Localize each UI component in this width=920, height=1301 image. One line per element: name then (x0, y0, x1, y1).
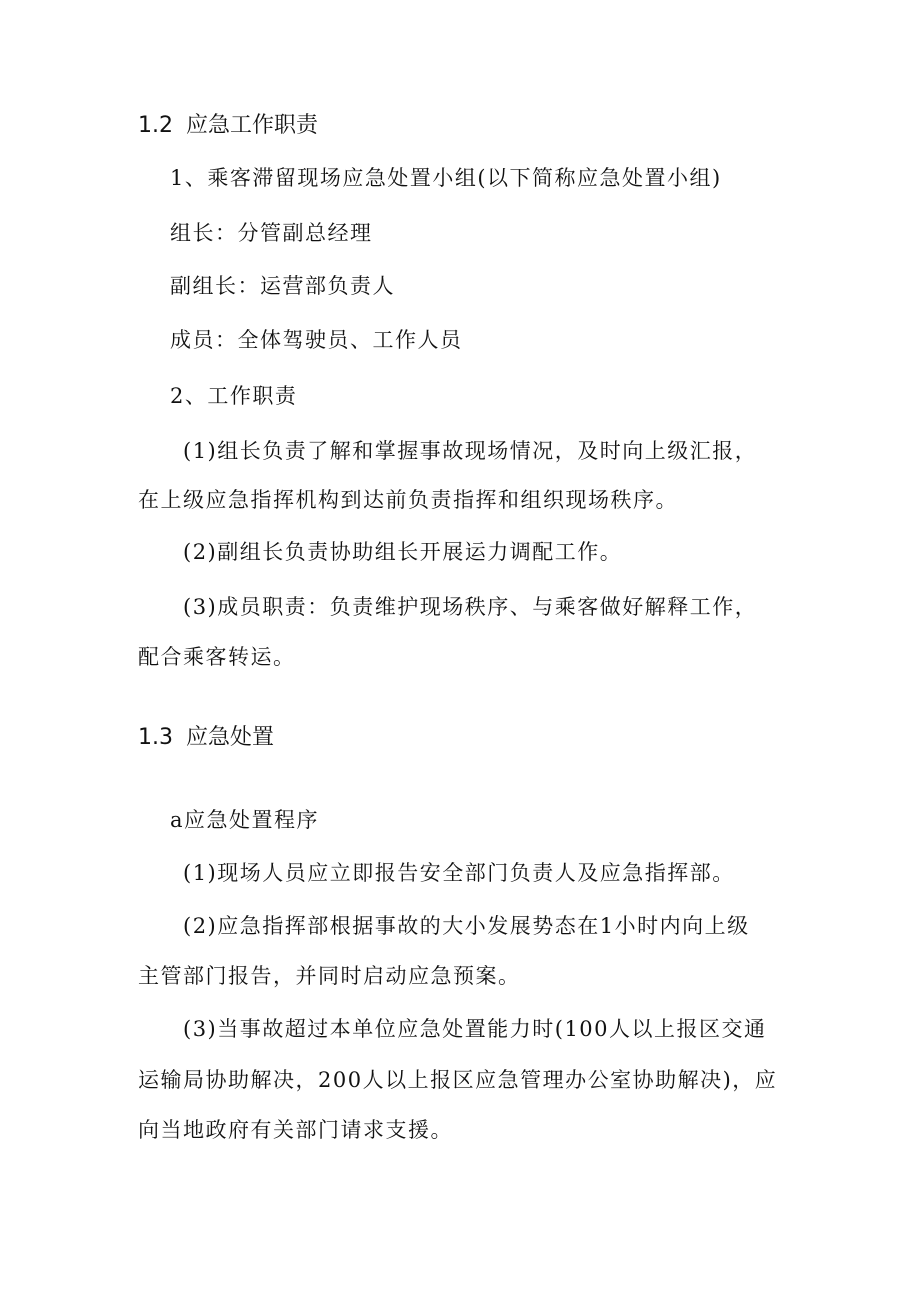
group-deputy-leader: 副组长：运营部负责人 (170, 274, 395, 298)
procedure-step-3-line-2: 运输局协助解决，200人以上报区应急管理办公室协助解决)，应 (138, 1068, 778, 1092)
duty-2: (2)副组长负责协助组长开展运力调配工作。 (183, 540, 623, 564)
duty-1-line-2: 在上级应急指挥机构到达前负责指挥和组织现场秩序。 (138, 488, 678, 512)
section-number: 1.2 (138, 113, 173, 138)
section-title: 应急处置 (186, 725, 275, 750)
duties-title: 2、工作职责 (170, 384, 298, 408)
section-heading-1-2 (138, 112, 318, 140)
group-leader: 组长：分管副总经理 (170, 221, 373, 245)
procedure-step-2-line-1: (2)应急指挥部根据事故的大小发展势态在1小时内向上级 (183, 914, 750, 938)
group-title: 1、乘客滞留现场应急处置小组(以下简称应急处置小组) (170, 166, 722, 190)
section-title: 应急工作职责 (186, 113, 319, 138)
procedure-step-2-line-2: 主管部门报告，并同时启动应急预案。 (138, 964, 521, 988)
procedure-step-1: (1)现场人员应立即报告安全部门负责人及应急指挥部。 (183, 861, 735, 885)
procedure-title: a应急处置程序 (170, 808, 320, 832)
section-heading-1-3 (138, 724, 274, 752)
procedure-step-3-line-1: (3)当事故超过本单位应急处置能力时(100人以上报区交通 (183, 1017, 767, 1041)
duty-3-line-2: 配合乘客转运。 (138, 645, 296, 669)
duty-3-line-1: (3)成员职责：负责维护现场秩序、与乘客做好解释工作， (183, 595, 758, 619)
duty-1-line-1: (1)组长负责了解和掌握事故现场情况，及时向上级汇报， (183, 439, 758, 463)
section-number: 1.3 (138, 725, 173, 750)
group-members: 成员：全体驾驶员、工作人员 (170, 328, 463, 352)
procedure-step-3-line-3: 向当地政府有关部门请求支援。 (138, 1118, 453, 1142)
